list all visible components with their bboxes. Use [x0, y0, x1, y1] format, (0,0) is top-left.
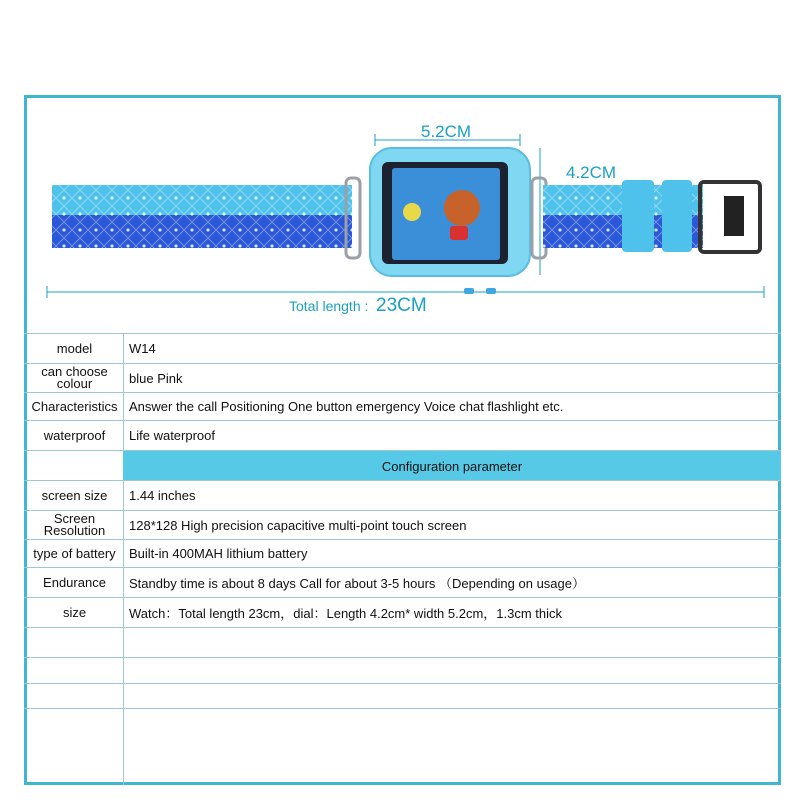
- config-row: [24, 450, 781, 480]
- table-row: [24, 392, 781, 420]
- row-value: 128*128 High precision capacitive multi-point touch screen: [129, 517, 467, 533]
- height-label: 4.2CM: [566, 163, 617, 182]
- row-label: can choose colour: [41, 364, 108, 391]
- width-label: 5.2CM: [421, 122, 472, 141]
- row-label: size: [62, 604, 87, 620]
- empty-row: [24, 683, 781, 709]
- total-length-value: 23CM: [376, 295, 427, 316]
- row-label: Screen Resolution: [43, 511, 106, 538]
- row-label: Characteristics: [31, 398, 118, 414]
- table-row: [24, 363, 781, 392]
- row-value: Life waterproof: [129, 428, 215, 443]
- row-label: screen size: [41, 487, 108, 503]
- table-row: [24, 510, 781, 539]
- row-label: Endurance: [43, 574, 106, 590]
- table-row: [24, 420, 781, 450]
- row-value: Standby time is about 8 days Call for about 3-5 hours （Depending on usage）: [129, 576, 585, 591]
- row-label: model: [56, 340, 93, 356]
- table-row: [24, 567, 781, 597]
- row-value: Watch：Total length 23cm，dial：Length 4.2cm* width 5.2cm，1.3cm thick: [129, 606, 563, 621]
- strap-keeper: [622, 180, 654, 252]
- row-label: waterproof: [43, 427, 106, 443]
- row-value: W14: [129, 341, 156, 356]
- table-row: [24, 333, 781, 363]
- config-header: Configuration parameter: [123, 451, 781, 481]
- row-value: blue Pink: [129, 370, 183, 386]
- row-value: Answer the call Positioning One button emergency Voice chat flashlight etc.: [129, 399, 564, 414]
- row-label: type of battery: [33, 545, 116, 561]
- empty-row: [24, 657, 781, 683]
- row-value: 1.44 inches: [129, 488, 196, 503]
- table-row: [24, 480, 781, 510]
- empty-row: [24, 627, 781, 657]
- row-value: Built-in 400MAH lithium battery: [129, 546, 308, 561]
- watch-illustration: [40, 110, 770, 320]
- table-row: [24, 597, 781, 627]
- table-row: [24, 539, 781, 567]
- total-length-prefix: Total length :: [289, 298, 369, 314]
